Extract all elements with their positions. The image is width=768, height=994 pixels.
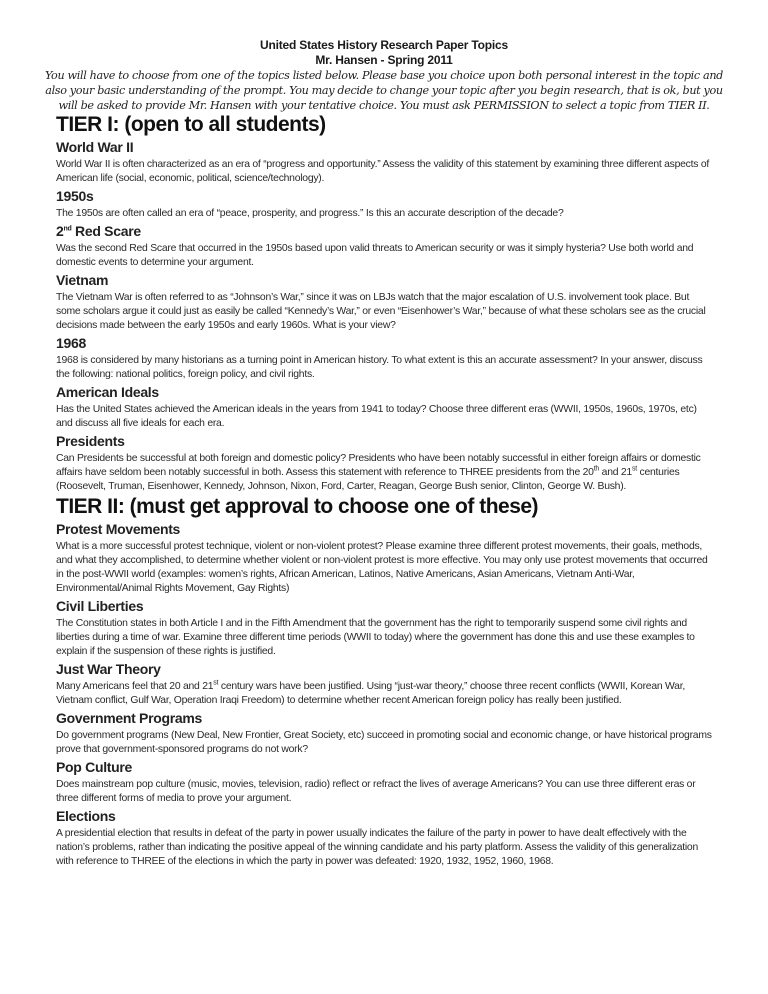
topic-prompt: The Constitution states in both Article I and in the Fifth Amendment that the government has the right to temporarily suspend some civil rights and liberties during a time of war. Examine three different time periods (WWII to today) where the government has done this and use these examples to explain if the suspension of these rights is justified.: [56, 618, 695, 657]
topic-prompt: [56, 680, 712, 708]
topic-just-war-theory: [56, 661, 712, 708]
document-subtitle: Mr. Hansen - Spring 2011: [315, 53, 453, 67]
instructions-paragraph: You will have to choose from one of the topics listed below. Please base you choice upon both personal interest in the topic and also your basic understanding of the prompt. You may decide to change your topic after you begin research, that is ok, but you will be asked to provide Mr. Hansen with your tentative choice. You must ask PERMISSION to select a topic from TIER II.: [45, 69, 723, 112]
topic-prompt: Was the second Red Scare that occurred in the 1950s based upon valid threats to American security or was it simply hysteria? Use both world and domestic events to determine your argument.: [56, 243, 694, 268]
topic-prompt: The 1950s are often called an era of “peace, prosperity, and progress.” Is this an accurate description of the decade?: [56, 208, 564, 219]
topic-protest-movements: [56, 521, 712, 596]
topic-1950s: [56, 188, 712, 221]
topic-prompt: The Vietnam War is often referred to as “Johnson’s War,” since it was on LBJs watch that the major escalation of U.S. involvement took place. But some scholars argue it could just as easily be called “Kennedy’s War,” or even “Eisenhower’s War,” because of what these scholars see as the crucial decisions made between the early 1950s and early 1960s. What is your view?: [56, 292, 706, 331]
topic-presidents: [56, 433, 712, 494]
heading-text: Red Scare: [71, 223, 141, 239]
tier-1-section: [56, 113, 712, 494]
ordinal-suffix: nd: [63, 225, 72, 233]
ordinal-suffix: st: [631, 465, 637, 473]
topic-heading: Just War Theory: [56, 661, 161, 677]
tier-2-section: [56, 495, 712, 869]
tier-1-heading: TIER I: (open to all students): [56, 113, 326, 136]
topic-prompt: Has the United States achieved the American ideals in the years from 1941 to today? Choose three different eras (WWII, 1950s, 1960s, 1970s, etc) and discuss all five ideals for each era.: [56, 404, 697, 429]
topic-prompt: What is a more successful protest technique, violent or non-violent protest? Please examine three different protest movements, their goals, methods, and what they accomplished, to determine whether violent or non-violent protest is more effective. You may only use protest movements that occurred in the post-WWII world (examples: women’s rights, African American, Latinos, Native Americans, Asian Americans, Vietnam Anti-War, Environmental/Animal Rights Movement, Gay Rights): [56, 541, 708, 594]
ordinal-suffix: st: [213, 679, 219, 687]
topic-2nd-red-scare: [56, 223, 712, 270]
topic-prompt: World War II is often characterized as an era of “progress and opportunity.” Assess the validity of this statement by examining three different aspects of American life (social, economic, political, science/technology).: [56, 159, 710, 184]
topic-heading: 1950s: [56, 188, 94, 204]
topic-heading: 1968: [56, 335, 86, 351]
topic-heading: Government Programs: [56, 710, 203, 726]
topic-american-ideals: [56, 384, 712, 431]
topic-pop-culture: [56, 759, 712, 806]
prompt-text: Many Americans feel that 20 and 21: [56, 681, 214, 692]
topic-heading: Pop Culture: [56, 759, 133, 775]
topic-heading: American Ideals: [56, 384, 159, 400]
topic-civil-liberties: [56, 598, 712, 659]
topic-heading: Vietnam: [56, 272, 109, 288]
heading-text: 2: [56, 223, 64, 239]
prompt-text: Can Presidents be successful at both foreign and domestic policy? Presidents who have been notably successful in either foreign affairs or domestic affairs have seldom been notably successful in both. Assess this statement with reference to THREE presidents from the 20: [56, 453, 701, 478]
prompt-text: century wars have been justified. Using “just-war theory,” choose three recent conflicts (WWII, Korean War, Vietnam conflict, Gulf War, Operation Iraqi Freedom) to determine whether recent American foreign policy has really been justified.: [56, 681, 685, 706]
topic-prompt: A presidential election that results in defeat of the party in power usually indicates the failure of the party in power to have dealt effectively with the nation’s problems, rather than indicating the positive appeal of the winning candidate and his party platform. Assess the validity of this generalization with reference to THREE of the elections in which the party in power was defeated: 1920, 1932, 1952, 1960, 1968.: [56, 828, 698, 867]
tier-2-heading: TIER II: (must get approval to choose one of these): [56, 495, 539, 518]
ordinal-suffix: th: [593, 465, 600, 473]
topic-heading: Civil Liberties: [56, 598, 144, 614]
prompt-text: and 21: [599, 467, 632, 478]
topic-heading: [56, 223, 712, 240]
topic-heading: Elections: [56, 808, 116, 824]
topic-prompt: Do government programs (New Deal, New Frontier, Great Society, etc) succeed in promoting social and economic change, or have historical programs prove that government-sponsored programs do not work?: [56, 730, 712, 755]
topic-prompt: [56, 452, 712, 494]
topic-elections: [56, 808, 712, 869]
topic-vietnam: [56, 272, 712, 333]
topic-1968: [56, 335, 712, 382]
topic-heading: World War II: [56, 139, 134, 155]
topic-world-war-ii: [56, 139, 712, 186]
topic-heading: Protest Movements: [56, 521, 181, 537]
topic-prompt: Does mainstream pop culture (music, movies, television, radio) reflect or refract the lives of average Americans? You can use three different eras or three different forms of media to prove your argument.: [56, 779, 696, 804]
topic-government-programs: [56, 710, 712, 757]
document-title: United States History Research Paper Topics: [260, 38, 508, 52]
topic-prompt: 1968 is considered by many historians as a turning point in American history. To what extent is this an accurate assessment? In your answer, discuss the following: national politics, foreign policy, and civil rights.: [56, 355, 703, 380]
prompt-text: centuries (Roosevelt, Truman, Eisenhower, Kennedy, Johnson, Nixon, Ford, Carter, Reagan, George Bush senior, Clinton, George W. Bush).: [56, 467, 680, 492]
topic-heading: Presidents: [56, 433, 125, 449]
